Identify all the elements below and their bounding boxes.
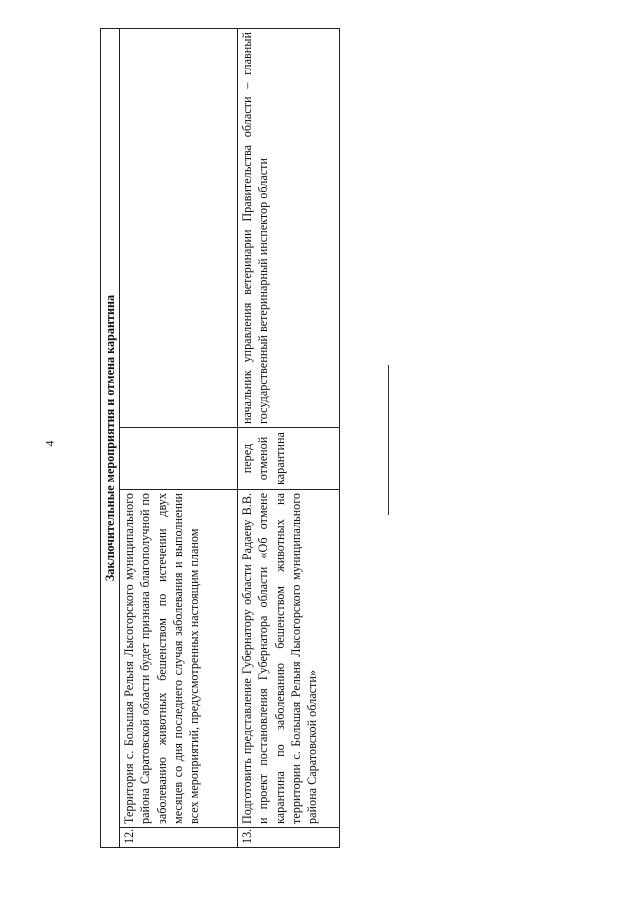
responsible-cell xyxy=(120,29,238,428)
page-number: 4 xyxy=(42,440,57,447)
row-number: 12. xyxy=(120,828,238,848)
term-cell xyxy=(120,428,238,490)
rotated-table-wrapper xyxy=(100,28,340,848)
row-number: 13. xyxy=(238,828,340,848)
measures-table xyxy=(100,28,340,848)
term-cell: перед отменой карантина xyxy=(238,428,340,490)
signature-line xyxy=(388,365,389,515)
table-row xyxy=(238,29,340,848)
section-title: Заключительные мероприятия и отмена карантина xyxy=(101,29,120,848)
table-row xyxy=(120,29,238,848)
measure-cell: Подготовить представление Губернатору области Радаеву В.В. и проект постановления Губернатора области «Об отмене карантина по заболеванию бешенством животных на территории с. Большая Рельня Лысогорского муниципального района Саратовской области» xyxy=(238,490,340,828)
measure-cell: Территория с. Большая Рельня Лысогорского муниципального района Саратовской области будет признана благополучной по заболеванию животных бешенством по истечении двух месяцев со дня последнего случая заболевания и выполнении всех мероприятий, предусмотренных настоящим планом xyxy=(120,490,238,828)
section-title-row xyxy=(101,29,120,848)
responsible-cell: начальник управления ветеринарии Правительства области – главный государственный ветеринарный инспектор области xyxy=(238,29,340,428)
